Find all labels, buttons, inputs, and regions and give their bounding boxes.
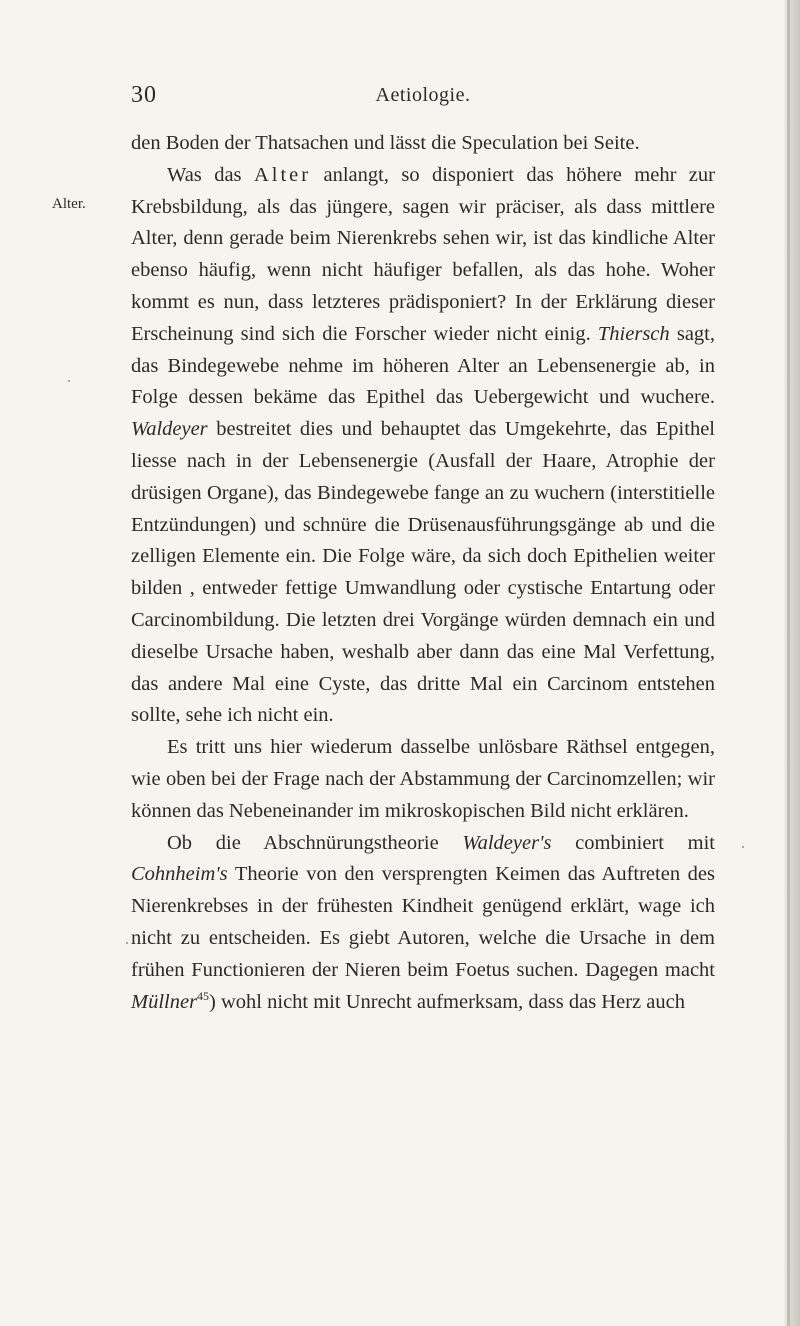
text-run: anlangt, so disponiert das höhere mehr zur Krebsbildung, als das jüngere, sagen wir präciser, als dass mittlere Alter, denn gerade beim Nierenkrebs sehen wir, ist das kindliche Alter ebenso häufig, wenn nicht häufiger befallen, als das hohe. Woher kommt es nun, dass letzteres prädisponiert? In der Erklärung dieser Erscheinung sind sich die Forscher wieder nicht einig. xyxy=(131,163,715,345)
body-text xyxy=(131,128,715,1018)
footnote-reference: 45 xyxy=(197,988,210,1003)
author-name: Cohnheim's xyxy=(131,863,228,886)
paragraph xyxy=(131,828,715,1019)
paragraph xyxy=(131,160,715,732)
text-run: den Boden der Thatsachen und lässt die Speculation bei Seite. xyxy=(131,132,640,154)
text-run: ) wohl nicht mit Unrecht aufmerksam, dass das Herz auch xyxy=(209,990,685,1013)
text-run: Was das xyxy=(167,163,254,186)
text-run: Es tritt uns hier wiederum dasselbe unlösbare Räthsel entgegen, wie oben bei der Frage nach der Abstammung der Carcinomzellen; wir können das Nebeneinander im mikroskopischen Bild nicht erklären. xyxy=(131,736,715,822)
author-name: Waldeyer xyxy=(131,418,208,441)
text-run: sagt, das Bindegewebe nehme im höheren Alter an Lebensenergie ab, in Folge dessen bekäme das Epithel das Uebergewicht und wuchere. xyxy=(131,322,715,409)
page-edge-shadow xyxy=(787,0,790,1326)
page-header xyxy=(131,80,715,110)
spaced-emphasis: Alter xyxy=(253,163,312,186)
print-speck xyxy=(126,942,128,944)
print-speck xyxy=(68,380,70,382)
text-run: combiniert mit xyxy=(551,831,715,854)
page-number: 30 xyxy=(131,82,157,108)
margin-note: Alter. xyxy=(52,196,86,212)
text-run: bestreitet dies und behauptet das Umgekehrte, das Epithel liesse nach in der Lebensenergie (Ausfall der Haare, Atrophie der drüsigen Organe), das Bindegewebe fange an zu wuchern (interstitielle Entzündungen) und schnüre die Drüsenausführungsgänge ab und die zelligen Elemente ein. Die Folge wäre, da sich doch Epithelien weiter bilden , entweder fettige Umwandlung oder cystische Entartung oder Carcinombildung. Die letzten drei Vorgänge würden demnach ein und dieselbe Ursache haben, weshalb aber dann das eine Mal Verfettung, das andere Mal eine Cyste, das dritte Mal ein Carcinom entstehen sollte, sehe ich nicht ein. xyxy=(131,418,715,727)
paragraph xyxy=(131,732,715,827)
running-title: Aetiologie. xyxy=(375,84,471,106)
author-name: Müllner xyxy=(131,990,198,1013)
text-run: Ob die Abschnürungstheorie xyxy=(167,831,463,854)
print-speck xyxy=(742,846,744,848)
paragraph xyxy=(131,128,715,160)
text-run: Theorie von den versprengten Keimen das Auftreten des Nierenkrebses in der frühesten Kindheit genügend erklärt, wage ich nicht zu entscheiden. Es giebt Autoren, welche die Ursache in dem frühen Functionieren der Nieren beim Foetus suchen. Dagegen macht xyxy=(131,863,715,981)
author-name: Thiersch xyxy=(597,322,670,345)
author-name: Waldeyer's xyxy=(462,831,552,854)
